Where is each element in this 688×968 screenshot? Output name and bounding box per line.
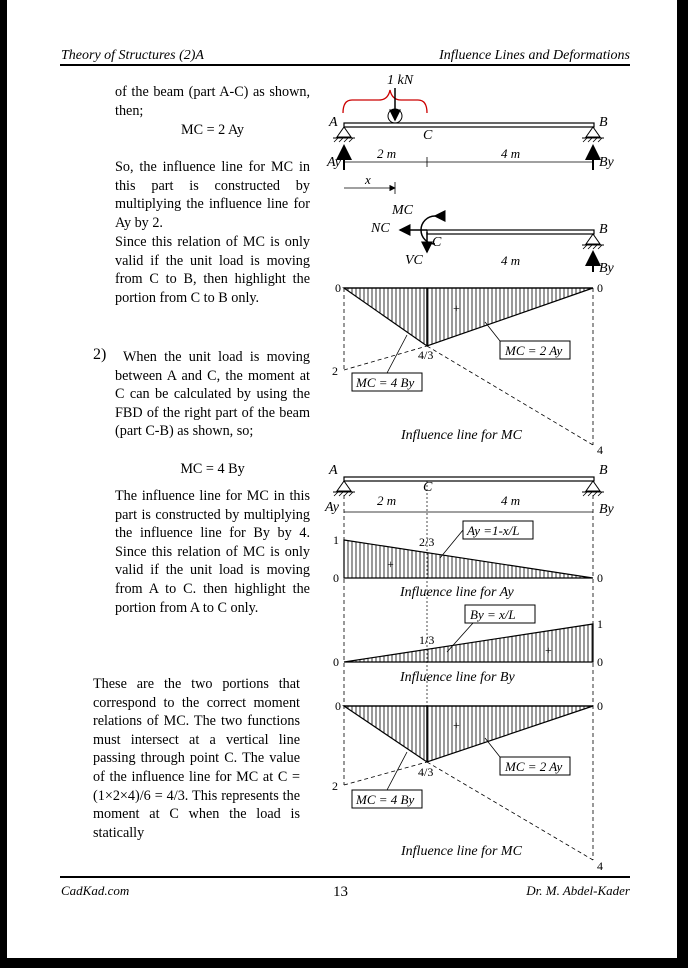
paragraph-5: The influence line for MC in this part is constructed by multiplying the influence line for By by 4. Since this relation of MC is only valid if the unit load is moving from A to C. then highlight the portion from A to C only.	[115, 488, 310, 616]
il-mc1-value-4-3: 4/3	[418, 348, 434, 362]
il-mc2-value-2: 2	[332, 779, 338, 793]
load-range-brace	[343, 90, 427, 113]
list-number-2: 2)	[93, 346, 107, 363]
page-number: 13	[333, 884, 348, 900]
header-left: Theory of Structures (2)A	[61, 48, 204, 63]
load-label: 1 kN	[387, 73, 414, 88]
il-by-diagram	[333, 605, 603, 685]
il-ay-zero-right: 0	[597, 571, 603, 585]
dim-4m-fbd: 4 m	[501, 253, 521, 268]
footer-right: Dr. M. Abdel-Kader	[526, 883, 630, 898]
il-ay-value-2-3: 2/3	[419, 535, 435, 549]
label-vc: VC	[405, 253, 423, 268]
dim-2m-2: 2 m	[377, 493, 397, 508]
label-c-2: C	[423, 480, 433, 495]
beam-diagram-1	[326, 73, 615, 194]
figures	[7, 0, 677, 880]
il-mc1-label-left: MC = 4 By	[356, 375, 415, 390]
il-mc-diagram-1	[332, 281, 603, 457]
il-by-one: 1	[597, 617, 603, 631]
beam-diagram-2	[324, 463, 615, 517]
paragraph-6: These are the two portions that correspond to the correct moment relations of MC. The two functions must intersect at a vertical line passing through point C. The value of the influence line for MC at C = (1×2×4)/6 = 4/3. This represents the moment at C when the load is statically	[93, 676, 300, 841]
il-ay-formula: Ay =1-x/L	[467, 523, 520, 538]
header-right: Influence Lines and Deformations	[439, 48, 630, 63]
il-mc2-left-zero: 0	[335, 699, 341, 713]
il-mc1-value-2: 2	[332, 364, 338, 378]
il-by-zero-right: 0	[597, 655, 603, 669]
label-ay: Ay	[327, 155, 341, 170]
free-body-diagram	[370, 203, 615, 276]
il-mc2-label-left: MC = 4 By	[356, 792, 415, 807]
il-mc2-value-4-3: 4/3	[418, 765, 434, 779]
label-by: By	[599, 155, 614, 170]
label-ay-2: Ay	[325, 500, 339, 515]
label-by-fbd: By	[599, 261, 614, 276]
il-ay-zero-left: 0	[333, 571, 339, 585]
il-mc2-value-4: 4	[597, 859, 603, 873]
il-mc2-plus: +	[453, 718, 460, 732]
label-nc: NC	[371, 221, 390, 236]
il-mc1-right-zero: 0	[597, 281, 603, 295]
il-mc1-value-4: 4	[597, 443, 603, 457]
il-ay-diagram	[333, 521, 603, 600]
label-c-fbd: C	[432, 235, 442, 250]
il-mc-area-1	[344, 288, 593, 346]
il-mc-diagram-2	[332, 699, 603, 873]
label-x: x	[365, 172, 371, 187]
support-a-1	[337, 127, 351, 137]
label-a-2: A	[329, 463, 338, 478]
label-c: C	[423, 128, 433, 143]
dim-2m: 2 m	[377, 146, 397, 161]
label-b-2: B	[599, 463, 608, 478]
il-by-caption: Influence line for By	[400, 670, 515, 685]
page	[7, 0, 677, 958]
label-b: B	[599, 115, 608, 130]
il-by-formula: By = x/L	[470, 607, 516, 622]
il-ay-plus: +	[387, 557, 394, 571]
footer-rule	[60, 876, 630, 878]
il-mc1-plus: +	[453, 301, 460, 315]
il-mc1-left-zero: 0	[335, 281, 341, 295]
il-mc2-label-right: MC = 2 Ay	[505, 759, 563, 774]
paragraph-2: So, the influence line for MC in this part is constructed by multiplying the influence line for Ay by 2.	[115, 159, 310, 231]
dim-4m-2: 4 m	[501, 493, 521, 508]
paragraph-3: Since this relation of MC is only valid if the unit load is moving from C to B, then highlight the portion from C to B only.	[115, 234, 310, 306]
il-by-value-1-3: 1/3	[419, 633, 435, 647]
il-by-plus: +	[545, 643, 552, 657]
paragraph-4: When the unit load is moving between A and C, the moment at C can be calculated by using the FBD of the right part of the beam (part C-B) as shown, so;	[115, 349, 310, 440]
il-mc2-caption: Influence line for MC	[401, 844, 522, 859]
il-mc2-right-zero: 0	[597, 699, 603, 713]
label-a: A	[329, 115, 338, 130]
equation-mc-2ay: MC = 2 Ay	[180, 122, 245, 138]
dim-4m: 4 m	[501, 146, 521, 161]
il-mc1-caption: Influence line for MC	[401, 428, 522, 443]
beam-segment-cb	[427, 230, 594, 234]
label-b-fbd: B	[599, 222, 608, 237]
footer-left: CadKad.com	[61, 883, 130, 898]
support-b-1	[586, 127, 600, 137]
il-mc1-label-right: MC = 2 Ay	[505, 343, 563, 358]
label-by-2: By	[599, 502, 614, 517]
beam-1	[344, 123, 594, 127]
il-ay-caption: Influence line for Ay	[400, 585, 514, 600]
paragraph-1: of the beam (part A-C) as shown, then;	[115, 84, 310, 119]
equation-mc-4by: MC = 4 By	[180, 461, 245, 477]
il-ay-one: 1	[333, 533, 339, 547]
label-mc: MC	[392, 203, 413, 218]
il-by-zero-left: 0	[333, 655, 339, 669]
